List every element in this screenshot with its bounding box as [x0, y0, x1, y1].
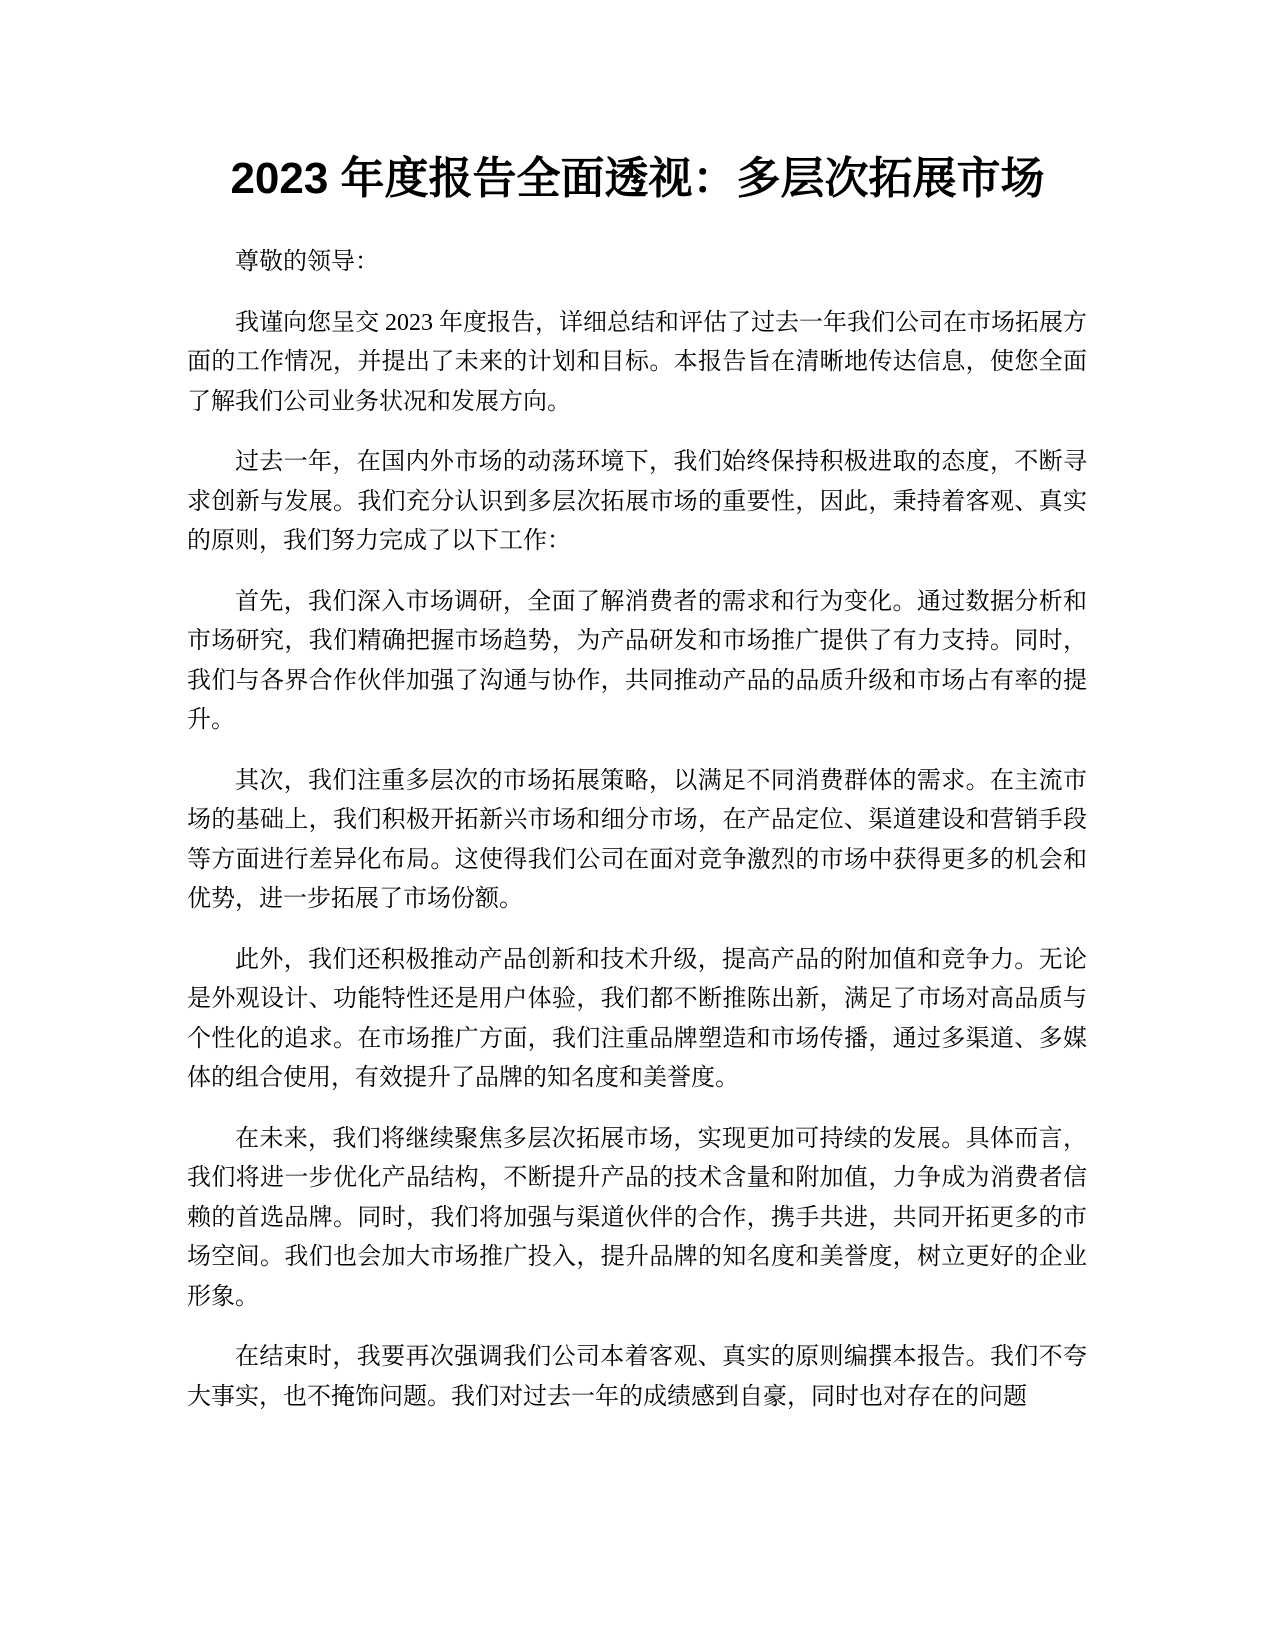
paragraph-market-research: 首先，我们深入市场调研，全面了解消费者的需求和行为变化。通过数据分析和市场研究，我们精确把握市场趋势，为产品研发和市场推广提供了有力支持。同时，我们与各界合作伙伴加强了沟通与协作，共同推动产品的品质升级和市场占有率的提升。: [187, 588, 1087, 733]
paragraph-expansion-strategy: 其次，我们注重多层次的市场拓展策略，以满足不同消费群体的需求。在主流市场的基础上，我们积极开拓新兴市场和细分市场，在产品定位、渠道建设和营销手段等方面进行差异化布局。这使得我们公司在面对竞争激烈的市场中获得更多的机会和优势，进一步拓展了市场份额。: [187, 767, 1087, 912]
paragraph-innovation: 此外，我们还积极推动产品创新和技术升级，提高产品的附加值和竞争力。无论是外观设计、功能特性还是用户体验，我们都不断推陈出新，满足了市场对高品质与个性化的追求。在市场推广方面，我们注重品牌塑造和市场传播，通过多渠道、多媒体的组合使用，有效提升了品牌的知名度和美誉度。: [187, 946, 1087, 1091]
paragraph-intro: 我谨向您呈交 2023 年度报告，详细总结和评估了过去一年我们公司在市场拓展方面的工作情况，并提出了未来的计划和目标。本报告旨在清晰地传达信息，使您全面了解我们公司业务状况和发展方向。: [187, 309, 1087, 415]
paragraph-future-plans: 在未来，我们将继续聚焦多层次拓展市场，实现更加可持续的发展。具体而言，我们将进一步优化产品结构，不断提升产品的技术含量和附加值，力争成为消费者信赖的首选品牌。同时，我们将加强与渠道伙伴的合作，携手共进，共同开拓更多的市场空间。我们也会加大市场推广投入，提升品牌的知名度和美誉度，树立更好的企业形象。: [187, 1125, 1087, 1310]
paragraph-conclusion: 在结束时，我要再次强调我们公司本着客观、真实的原则编撰本报告。我们不夸大事实，也不掩饰问题。我们对过去一年的成绩感到自豪，同时也对存在的问题: [187, 1344, 1087, 1410]
paragraph-past-year: 过去一年，在国内外市场的动荡环境下，我们始终保持积极进取的态度，不断寻求创新与发展。我们充分认识到多层次拓展市场的重要性，因此，秉持着客观、真实的原则，我们努力完成了以下工作：: [187, 449, 1087, 554]
document-title: 2023 年度报告全面透视：多层次拓展市场: [230, 154, 1045, 203]
salutation: 尊敬的领导：: [235, 249, 379, 275]
document-body: [187, 243, 1087, 1438]
